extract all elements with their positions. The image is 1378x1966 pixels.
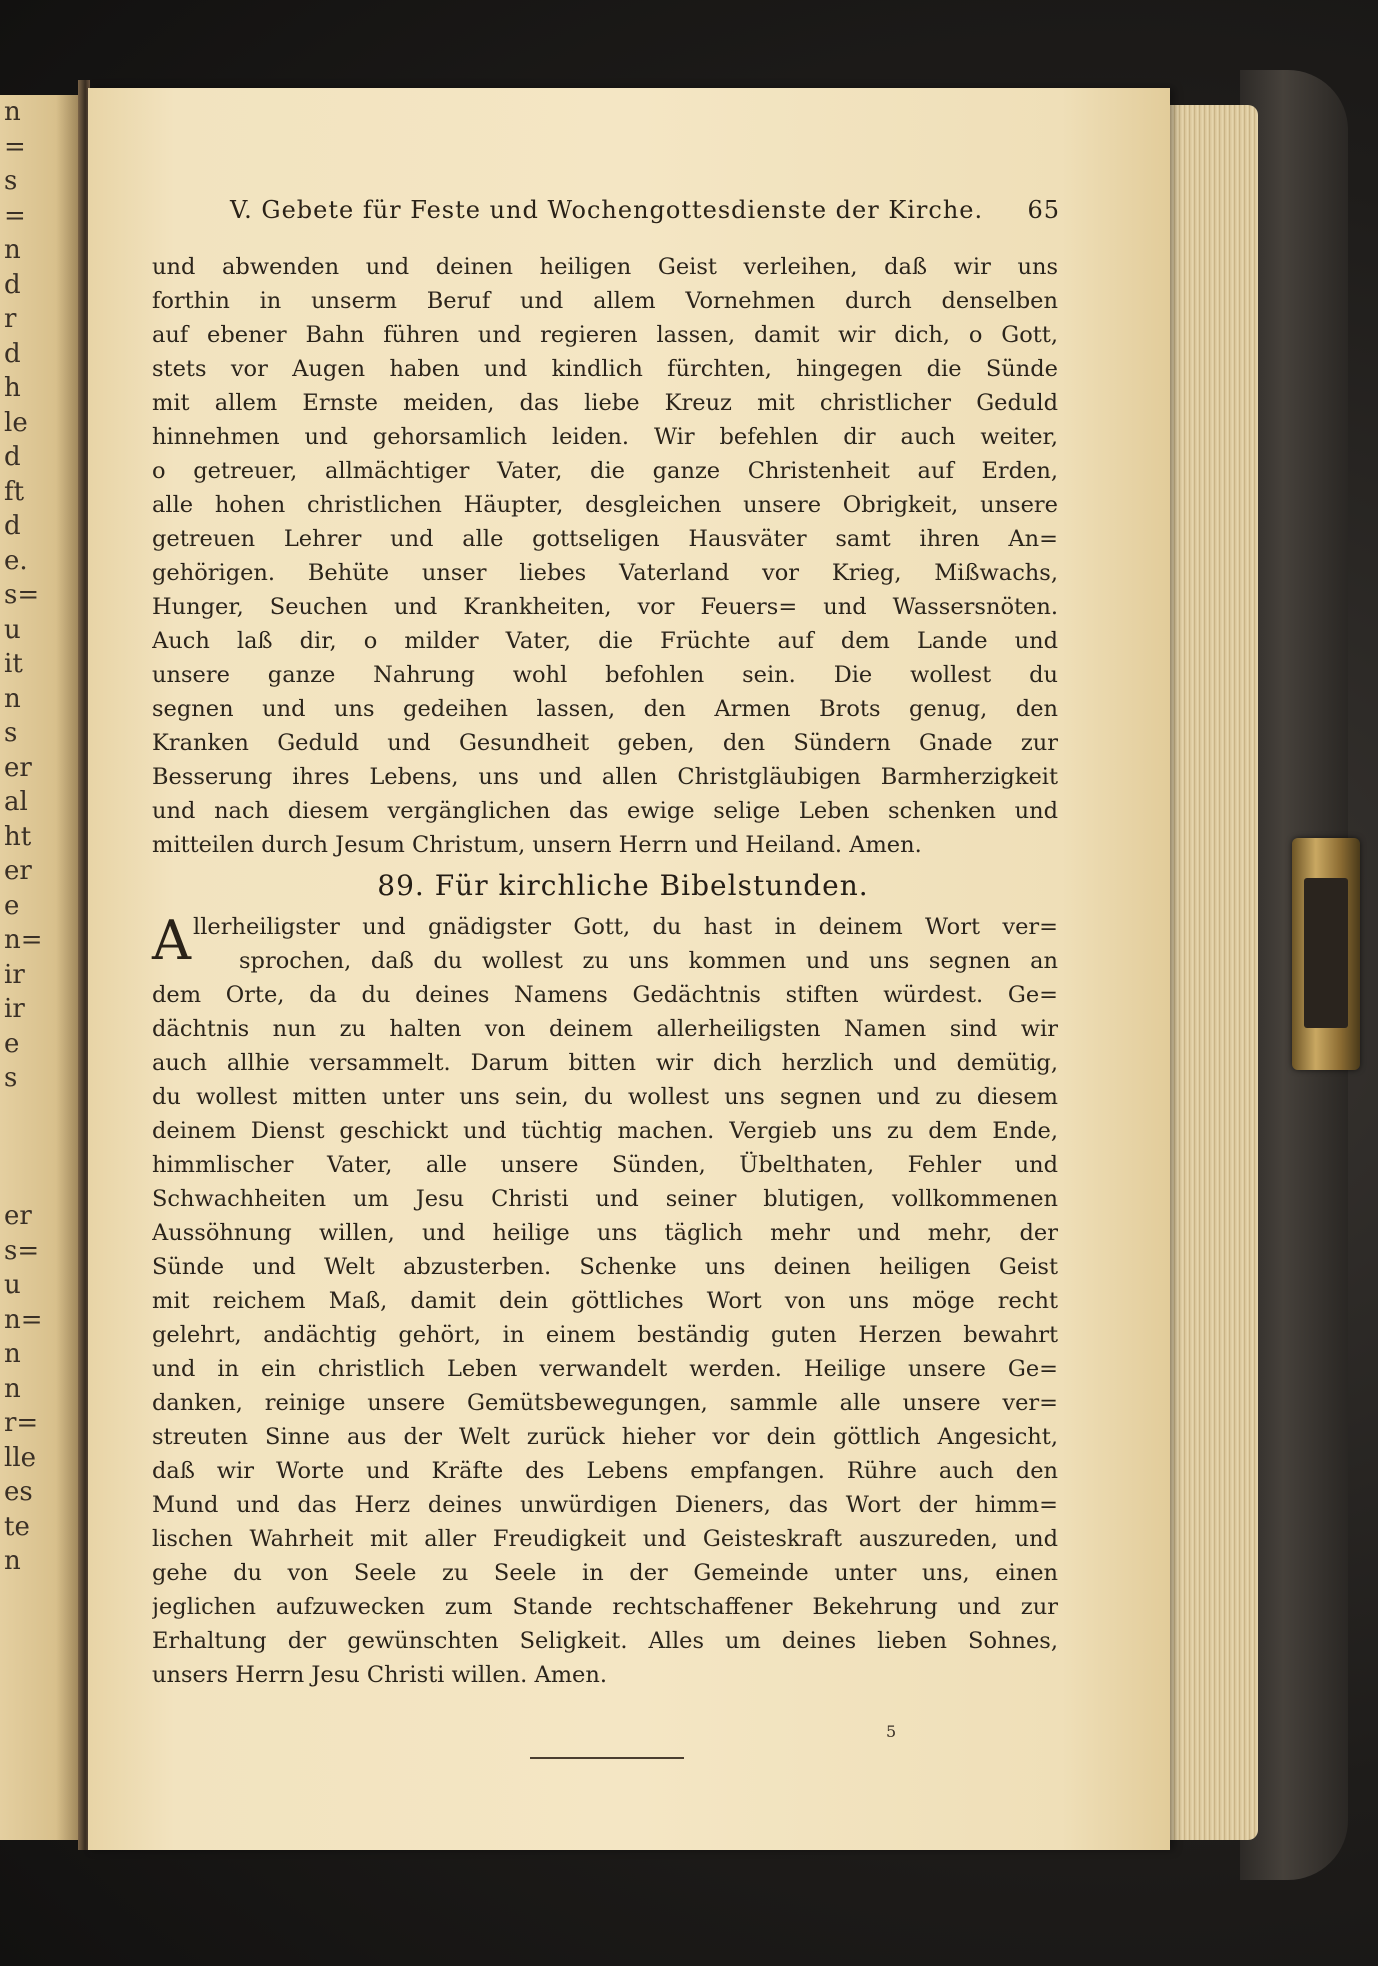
text-line: segnen und uns gedeihen lassen, den Armen Brots genug, den (152, 696, 1058, 722)
text-line: Aussöhnung willen, und heilige uns täglich mehr und mehr, der (152, 1220, 1058, 1246)
left-page-fragment-line: e. (4, 545, 28, 576)
left-page-fragment-line: it (4, 649, 23, 679)
text-line: lischen Wahrheit mit aller Freudigkeit und Geisteskraft auszureden, und (152, 1526, 1058, 1552)
left-page-fragment-line: te (4, 1511, 30, 1542)
text-line: hinnehmen und gehorsamlich leiden. Wir befehlen dir auch weiter, (152, 424, 1058, 450)
left-page-fragment-line: n (4, 1373, 21, 1404)
left-page-fragment-line: er (4, 752, 32, 783)
drop-cap: A (152, 909, 191, 972)
left-page-fragment-line: u (4, 1270, 21, 1300)
left-page-fragment-line: s (4, 166, 18, 196)
text-line: unsere ganze Nahrung wohl befohlen sein. Die wollest du (152, 662, 1058, 688)
left-page-fragment-line: s (4, 1063, 18, 1093)
text-line: auch allhie versammelt. Darum bitten wir dich herzlich und demütig, (152, 1050, 1058, 1076)
left-page-fragment-line: s (4, 718, 18, 748)
text-line: Hunger, Seuchen und Krankheiten, vor Feuers= und Wassersnöten. (152, 594, 1058, 620)
text-line: Kranken Geduld und Gesundheit geben, den Sündern Gnade zur (152, 730, 1058, 756)
left-page-fragment-line: e (4, 890, 20, 921)
prayer-paragraph-2 (152, 910, 1058, 1692)
text-line: dächtnis nun zu halten von deinem allerheiligsten Namen sind wir (152, 1016, 1058, 1042)
left-page-fragment-line: d (4, 442, 21, 472)
left-page-fragment-line: d (4, 338, 21, 369)
left-page-fragment-line: lle (4, 1442, 37, 1473)
left-page-fragment-line: al (4, 787, 28, 817)
left-page-fragment-line: n (4, 97, 21, 127)
left-page-fragment (0, 95, 80, 1840)
text-line: und nach diesem vergänglichen das ewige selige Leben schenken und (152, 798, 1058, 824)
text-line: getreuen Lehrer und alle gottseligen Hausväter samt ihren An= (152, 526, 1058, 552)
text-line: gelehrt, andächtig gehört, in einem beständig guten Herzen bewahrt (152, 1322, 1058, 1348)
text-line: Besserung ihres Lebens, uns und allen Christgläubigen Barmherzigkeit (152, 764, 1058, 790)
left-page-fragment-line: d (4, 269, 21, 300)
header-title: V. Gebete für Feste und Wochengottesdienste der Kirche. (230, 196, 984, 224)
text-line: stets vor Augen haben und kindlich fürchten, hingegen die Sünde (152, 356, 1058, 382)
text-line: unsers Herrn Jesu Christi willen. Amen. (152, 1662, 608, 1688)
text-line: forthin in unserm Beruf und allem Vornehmen durch denselben (152, 288, 1058, 314)
left-page-fragment-line: n= (4, 1304, 43, 1335)
text-line: du wollest mitten unter uns sein, du wollest uns segnen und zu diesem (152, 1084, 1058, 1110)
left-page-fragment-line: r (4, 304, 17, 334)
text-line: danken, reinige unsere Gemütsbewegungen, sammle alle unsere ver= (152, 1390, 1058, 1416)
book-clasp (1292, 838, 1360, 1070)
left-page-fragment-line (0, 1096, 80, 1131)
left-page-fragment-line: ft (4, 476, 25, 507)
page-body (152, 250, 1058, 1692)
signature-mark: 5 (886, 1722, 897, 1741)
left-page-fragment-line (0, 1130, 80, 1165)
text-line: jeglichen aufzuwecken zum Stande rechtschaffener Bekehrung und zur (152, 1594, 1058, 1620)
left-page-fragment-line: s= (4, 1235, 40, 1266)
left-page-fragment-line: n (4, 235, 21, 265)
text-line: mitteilen durch Jesum Christum, unsern Herrn und Heiland. Amen. (152, 832, 922, 858)
text-line: o getreuer, allmächtiger Vater, die ganze Christenheit auf Erden, (152, 458, 1058, 484)
text-line: streuten Sinne aus der Welt zurück hieher vor dein göttlich Angesicht, (152, 1424, 1058, 1450)
text-line: dem Orte, da du deines Namens Gedächtnis stiften würdest. Ge= (152, 982, 1058, 1008)
text-line: mit reichem Maß, damit dein göttliches Wort von uns möge recht (152, 1288, 1058, 1314)
text-line: sprochen, daß du wollest zu uns kommen und uns segnen an (239, 948, 1058, 974)
text-line: daß wir Worte und Kräfte des Lebens empfangen. Rühre auch den (152, 1458, 1058, 1484)
text-line: Erhaltung der gewünschten Seligkeit. Alles um deines lieben Sohnes, (152, 1628, 1058, 1654)
left-page-fragment-line: ir (4, 959, 25, 990)
left-page-fragment-line: = (4, 131, 26, 162)
left-page-fragment-line (0, 1165, 80, 1200)
text-line: gehe du von Seele zu Seele in der Gemeinde unter uns, einen (152, 1560, 1058, 1586)
text-line: deinem Dienst geschickt und tüchtig machen. Vergieb uns zu dem Ende, (152, 1118, 1058, 1144)
left-page-fragment-line: n (4, 1339, 21, 1369)
section-heading: 89. Für kirchliche Bibelstunden. (377, 869, 869, 902)
left-page-fragment-line: s= (4, 580, 40, 610)
text-line: mit allem Ernste meiden, das liebe Kreuz mit christlicher Geduld (152, 390, 1058, 416)
text-line: himmlischer Vater, alle unsere Sünden, Übelthaten, Fehler und (152, 1152, 1058, 1178)
text-line: gehörigen. Behüte unser liebes Vaterland vor Krieg, Mißwachs, (152, 560, 1058, 586)
left-page-fragment-line: r= (4, 1408, 39, 1438)
page-number: 65 (1027, 196, 1060, 224)
left-page-fragment-line: ir (4, 994, 25, 1024)
left-page-fragment-line: ht (4, 821, 32, 852)
left-page-fragment-line: er (4, 856, 32, 886)
text-line: Auch laß dir, o milder Vater, die Früchte auf dem Lande und (152, 628, 1058, 654)
text-line: alle hohen christlichen Häupter, desgleichen unsere Obrigkeit, unsere (152, 492, 1058, 518)
text-line: und in ein christlich Leben verwandelt werden. Heilige unsere Ge= (152, 1356, 1058, 1382)
text-line: Schwachheiten um Jesu Christi und seiner blutigen, vollkommenen (152, 1186, 1058, 1212)
text-line: auf ebener Bahn führen und regieren lassen, damit wir dich, o Gott, (152, 322, 1058, 348)
left-page-text (0, 95, 80, 1579)
left-page-fragment-line: u (4, 614, 21, 645)
left-page-fragment-line: = (4, 200, 26, 231)
left-page-fragment-line: er (4, 1201, 32, 1231)
running-header (230, 196, 1060, 232)
left-page-fragment-line: n (4, 683, 21, 714)
left-page-fragment-line: n= (4, 925, 43, 955)
prayer-paragraph-1 (152, 250, 1058, 862)
left-page-fragment-line: d (4, 511, 21, 541)
text-line: Sünde und Welt abzusterben. Schenke uns deinen heiligen Geist (152, 1254, 1058, 1280)
footer-rule (530, 1757, 684, 1759)
text-line: und abwenden und deinen heiligen Geist verleihen, daß wir uns (152, 254, 1058, 280)
left-page-fragment-line: le (4, 407, 28, 438)
left-page-fragment-line: h (4, 373, 21, 403)
left-page-fragment-line: n (4, 1546, 21, 1576)
left-page-fragment-line: es (4, 1477, 33, 1507)
text-line: llerheiligster und gnädigster Gott, du hast in deinem Wort ver= (193, 914, 1058, 940)
left-page-fragment-line: e (4, 1028, 20, 1059)
text-line: Mund und das Herz deines unwürdigen Dieners, das Wort der himm= (152, 1492, 1058, 1518)
